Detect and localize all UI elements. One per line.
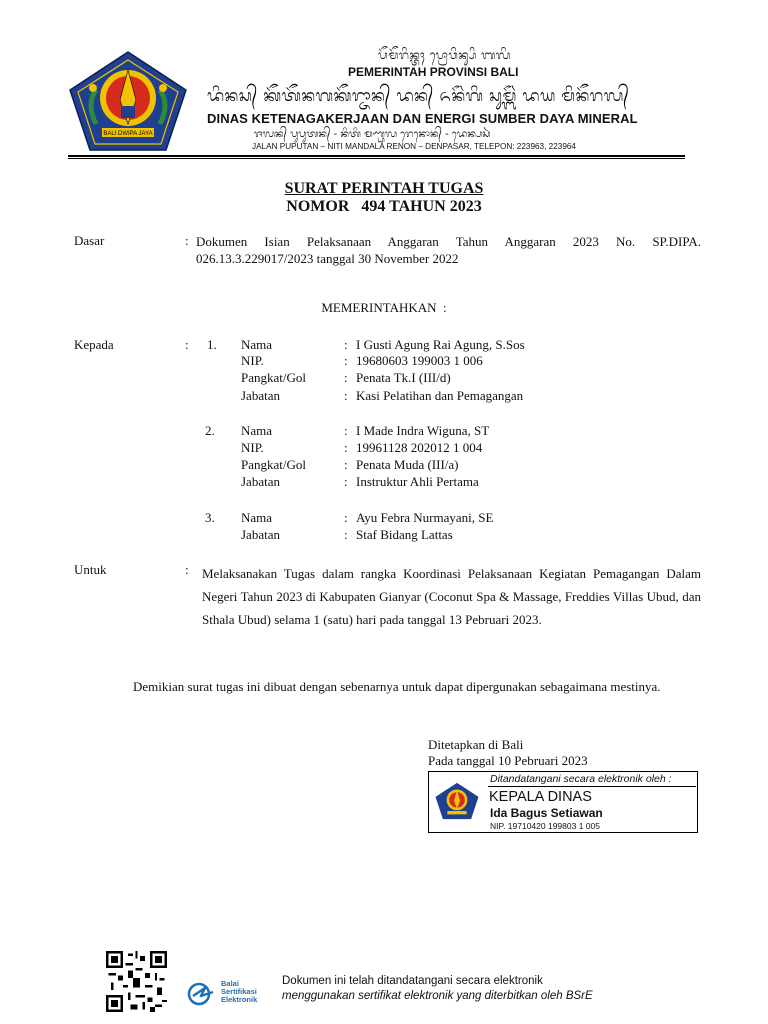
signer-name: Ida Bagus Setiawan: [490, 806, 603, 820]
letterhead-rule-thin: [68, 158, 685, 159]
balinese-script-address: ᬚᬮᬦ᭄ ᬧᬸᬧᬸᬢᬦ᭄ - ᬦᬶᬢᬶ ᬫᬡ᭄ᬟᬮ ᬭᬾᬦᭀᬦ᭄ - ᬤᬾᬦ᭄ᬧᬲᬃ: [254, 129, 491, 140]
field-label: Pangkat/Gol: [241, 457, 306, 472]
untuk-text: Melaksanakan Tugas dalam rangka Koordinasi Pelaksanaan Kegiatan Pemagangan Dalam Negeri Tahun 2023 di Kabupaten Gianyar (Coconut Spa & Massage, Freddies Villas Ubud, dan Sthala Ubud) selama 1 (satu) hari pada tanggal 13 Pebruari 2023.: [202, 566, 701, 627]
signature-date: Pada tanggal 10 Pebruari 2023: [428, 753, 588, 768]
bali-province-emblem: [66, 50, 190, 152]
letterhead-rule-thick: [68, 155, 685, 157]
person-number: 1.: [207, 337, 217, 352]
dasar-text: Dokumen Isian Pelaksanaan Anggaran Tahun Anggaran 2023 No. SP.DIPA. 026.13.3.229017/2023 tanggal 30 November 2022: [196, 234, 701, 266]
field-colon: :: [344, 457, 348, 472]
balinese-script-province: ᬧᭂᬫᭂᬭᬶᬦ᭄ᬢᬄ ᬧ᭄ᬭᭀᬯᬶᬦ᭄ᬲᬶ ᬩᬮᬶ: [378, 48, 511, 62]
signer-position: KEPALA DINAS: [489, 789, 592, 805]
field-label: Nama: [241, 337, 273, 352]
field-colon: :: [344, 370, 348, 385]
field-value: Penata Tk.I (III/d): [356, 370, 451, 385]
dasar-colon: :: [185, 233, 189, 248]
field-label: NIP.: [241, 440, 264, 455]
kepada-colon: :: [185, 337, 189, 352]
footer-note-line1: Dokumen ini telah ditandatangani secara elektronik: [282, 975, 543, 987]
e-signature-divider: [488, 786, 696, 787]
province-name: PEMERINTAH PROVINSI BALI: [348, 65, 519, 79]
signature-emblem-icon: [434, 778, 480, 824]
field-value: 19680603 199003 1 006: [356, 353, 483, 368]
field-label: Jabatan: [241, 527, 280, 542]
agency-address: JALAN PUPUTAN – NITI MANDALA RENON – DENPASAR, TELEPON: 223963, 223964: [252, 142, 576, 151]
field-colon: :: [344, 353, 348, 368]
field-colon: :: [344, 510, 348, 525]
person-number: 3.: [205, 510, 215, 525]
document-number: NOMOR 494 TAHUN 2023: [286, 198, 482, 215]
qr-code-icon: [106, 951, 167, 1012]
balinese-script-agency: ᬤᬶᬦᬲ᭄ ᬓᭂᬢᭂᬦᬕᬓᭂᬭ᭄ᬚᬵᬦ᭄ ᬤᬦ᭄ ᬏᬦᭂᬃᬕᬶ ᬲᬸᬫ᭄ᬩᭂᬃ ᬤᬬ ᬫᬶᬦᭂᬭᬮ᭄: [207, 86, 630, 105]
field-colon: :: [344, 440, 348, 455]
field-colon: :: [344, 337, 348, 352]
untuk-colon: :: [185, 562, 189, 577]
untuk-label: Untuk: [74, 562, 107, 577]
field-value: 19961128 202012 1 004: [356, 440, 483, 455]
field-value: Staf Bidang Lattas: [356, 527, 453, 542]
bsre-logo-icon: [187, 982, 217, 1006]
emblem-ribbon-text: BALI DWIPA JAYA: [103, 131, 153, 137]
memerintahkan-heading: MEMERINTAHKAN :: [321, 300, 447, 315]
footer-note-line2: menggunakan sertifikat elektronik yang diterbitkan oleh BSrE: [282, 990, 593, 1002]
agency-name: DINAS KETENAGAKERJAAN DAN ENERGI SUMBER DAYA MINERAL: [207, 111, 638, 126]
field-label: NIP.: [241, 353, 264, 368]
dasar-label: Dasar: [74, 233, 105, 248]
field-colon: :: [344, 527, 348, 542]
field-colon: :: [344, 474, 348, 489]
field-value: Penata Muda (III/a): [356, 457, 459, 472]
document-title: SURAT PERINTAH TUGAS: [284, 180, 484, 197]
field-label: Jabatan: [241, 474, 280, 489]
field-label: Nama: [241, 423, 273, 438]
field-value: Instruktur Ahli Pertama: [356, 474, 479, 489]
kepada-label: Kepada: [74, 337, 114, 352]
field-value: I Gusti Agung Rai Agung, S.Sos: [356, 337, 525, 352]
field-value: I Made Indra Wiguna, ST: [356, 423, 490, 438]
field-value: Kasi Pelatihan dan Pemagangan: [356, 388, 524, 403]
field-value: Ayu Febra Nurmayani, SE: [356, 510, 494, 525]
field-label: Nama: [241, 510, 273, 525]
closing-paragraph: Demikian surat tugas ini dibuat dengan sebenarnya untuk dapat dipergunakan sebagaimana mestinya.: [133, 679, 661, 694]
person-number: 2.: [205, 423, 215, 438]
signer-nip: NIP. 19710420 199803 1 005: [490, 821, 600, 831]
field-colon: :: [344, 423, 348, 438]
signature-place: Ditetapkan di Bali: [428, 737, 524, 752]
bsre-logo-text: Balai Sertifikasi Elektronik: [221, 979, 258, 1004]
field-label: Jabatan: [241, 388, 280, 403]
e-signature-caption: Ditandatangani secara elektronik oleh :: [490, 773, 672, 785]
field-colon: :: [344, 388, 348, 403]
field-label: Pangkat/Gol: [241, 370, 306, 385]
